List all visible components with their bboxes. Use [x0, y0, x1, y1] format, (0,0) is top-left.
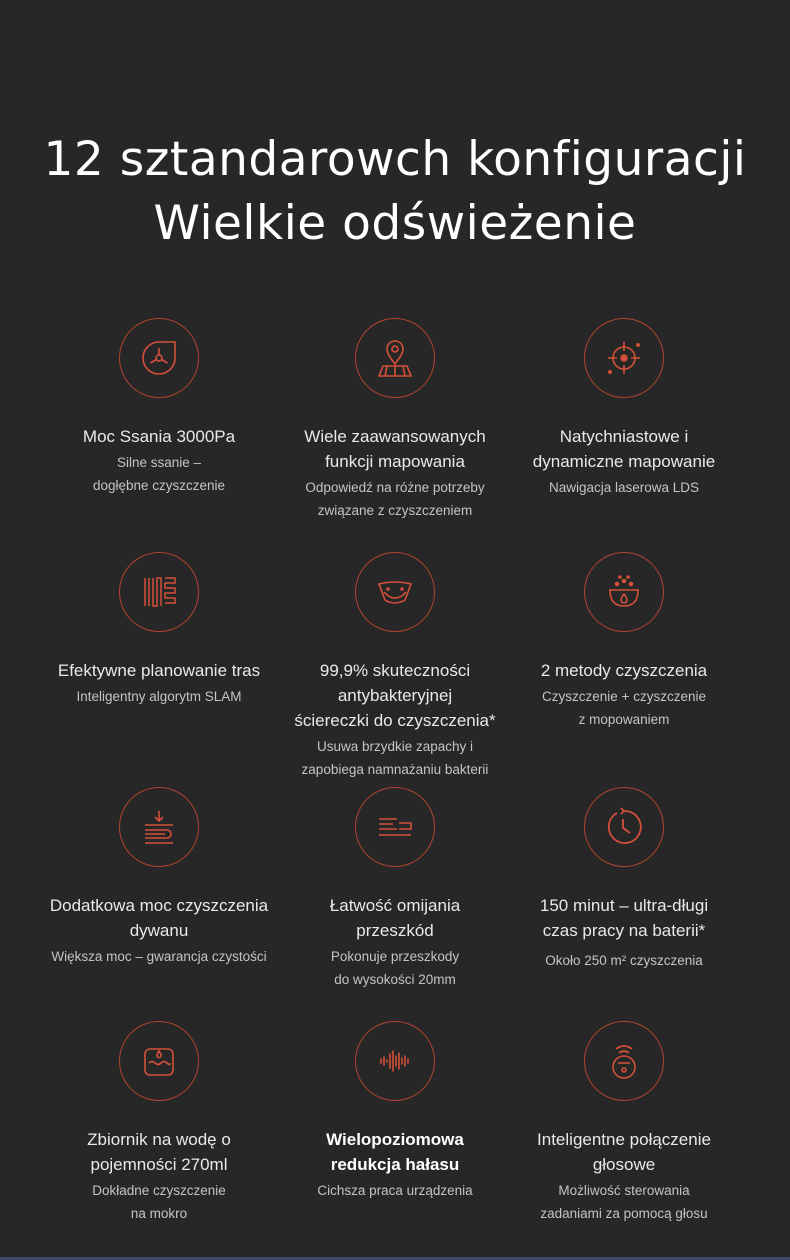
feature-description — [492, 949, 756, 972]
title-line: 2 metody czyszczenia — [540, 661, 708, 680]
title-line: funkcji mapowania — [325, 452, 465, 471]
feature-title — [492, 424, 756, 474]
route-planning-icon — [119, 552, 199, 632]
feature-battery-life — [492, 787, 756, 972]
obstacle-climb-icon — [355, 787, 435, 867]
desc-line: Odpowiedź na różne potrzeby — [305, 480, 485, 495]
feature-title — [263, 658, 527, 733]
title-line: 99,9% skuteczności — [319, 661, 471, 680]
desc-line: z mopowaniem — [578, 712, 670, 727]
desc-line: związane z czyszczeniem — [317, 503, 473, 518]
feature-advanced-mapping — [263, 318, 527, 522]
feature-description — [263, 1179, 527, 1202]
carpet-boost-icon — [119, 787, 199, 867]
feature-title — [27, 424, 291, 449]
feature-water-tank — [27, 1021, 291, 1225]
desc-line: Pokonuje przeszkody — [330, 949, 460, 964]
voice-robot-icon — [584, 1021, 664, 1101]
desc-line: do wysokości 20mm — [334, 972, 456, 987]
title-line: przeszkód — [356, 921, 434, 940]
feature-title — [27, 1127, 291, 1177]
desc-line: zadaniami za pomocą głosu — [540, 1206, 708, 1221]
feature-obstacle-climbing — [263, 787, 527, 991]
feature-antibacterial-mop — [263, 552, 527, 781]
desc-line: dogłębne czyszczenie — [92, 478, 226, 493]
title-line: Moc Ssania 3000Pa — [82, 427, 236, 446]
suction-fan-icon — [119, 318, 199, 398]
title-line: Inteligentne połączenie — [537, 1130, 711, 1149]
feature-description — [27, 1179, 291, 1225]
desc-line: zapobiega namnażaniu bakterii — [301, 762, 489, 777]
feature-title — [492, 658, 756, 683]
desc-line: Usuwa brzydkie zapachy i — [316, 739, 474, 754]
title-line: redukcja hałasu — [330, 1155, 460, 1174]
title-line: dynamiczne mapowanie — [532, 452, 716, 471]
desc-line: Dokładne czyszczenie — [92, 1183, 226, 1198]
desc-line: Większa moc – gwarancja czystości — [51, 949, 267, 964]
feature-title — [27, 658, 291, 683]
desc-line: Około 250 m² czyszczenia — [545, 953, 703, 968]
title-line: Efektywne planowanie tras — [57, 661, 261, 680]
feature-title — [263, 1127, 527, 1177]
feature-description — [263, 476, 527, 522]
feature-description — [492, 1179, 756, 1225]
feature-description — [263, 735, 527, 781]
feature-title — [27, 893, 291, 943]
feature-title — [263, 893, 527, 943]
water-tank-icon — [119, 1021, 199, 1101]
title-line: Wiele zaawansowanych — [304, 427, 486, 446]
feature-dynamic-mapping — [492, 318, 756, 499]
feature-description — [492, 685, 756, 731]
feature-description — [492, 476, 756, 499]
title-line: ściereczki do czyszczenia* — [294, 711, 496, 730]
title-line: czas pracy na baterii* — [542, 921, 706, 940]
feature-carpet-boost — [27, 787, 291, 968]
title-line: dywanu — [129, 921, 189, 940]
feature-title — [492, 893, 756, 943]
title-line: pojemności 270ml — [90, 1155, 228, 1174]
feature-cleaning-methods — [492, 552, 756, 731]
desc-line: Inteligentny algorytm SLAM — [76, 689, 242, 704]
title-line: Zbiornik na wodę o — [87, 1130, 231, 1149]
feature-title — [263, 424, 527, 474]
mop-pad-icon — [355, 552, 435, 632]
sound-wave-icon — [355, 1021, 435, 1101]
hero-title-line-1: 12 sztandarowch konfiguracji — [43, 132, 747, 187]
feature-suction-power — [27, 318, 291, 497]
feature-description — [27, 945, 291, 968]
title-line: Wielopoziomowa — [326, 1130, 464, 1149]
water-bowl-icon — [584, 552, 664, 632]
desc-line: Możliwość sterowania — [558, 1183, 690, 1198]
desc-line: Cichsza praca urządzenia — [317, 1183, 473, 1198]
map-pin-icon — [355, 318, 435, 398]
title-line: Łatwość omijania — [329, 896, 461, 915]
title-line: Natychniastowe i — [559, 427, 689, 446]
desc-line: Nawigacja laserowa LDS — [548, 480, 700, 495]
feature-voice-control — [492, 1021, 756, 1225]
desc-line: Czyszczenie + czyszczenie — [542, 689, 706, 704]
crosshair-target-icon — [584, 318, 664, 398]
desc-line: Silne ssanie – — [116, 455, 202, 470]
feature-description — [27, 685, 291, 708]
feature-description — [27, 451, 291, 497]
feature-title — [492, 1127, 756, 1177]
title-line: antybakteryjnej — [337, 686, 453, 705]
feature-route-planning — [27, 552, 291, 708]
feature-noise-reduction — [263, 1021, 527, 1202]
title-line: głosowe — [592, 1155, 656, 1174]
title-line: 150 minut – ultra-długi — [539, 896, 709, 915]
title-line: Dodatkowa moc czyszczenia — [49, 896, 269, 915]
feature-description — [263, 945, 527, 991]
desc-line: na mokro — [130, 1206, 188, 1221]
timer-icon — [584, 787, 664, 867]
hero-title-line-2: Wielkie odświeżenie — [153, 196, 637, 251]
